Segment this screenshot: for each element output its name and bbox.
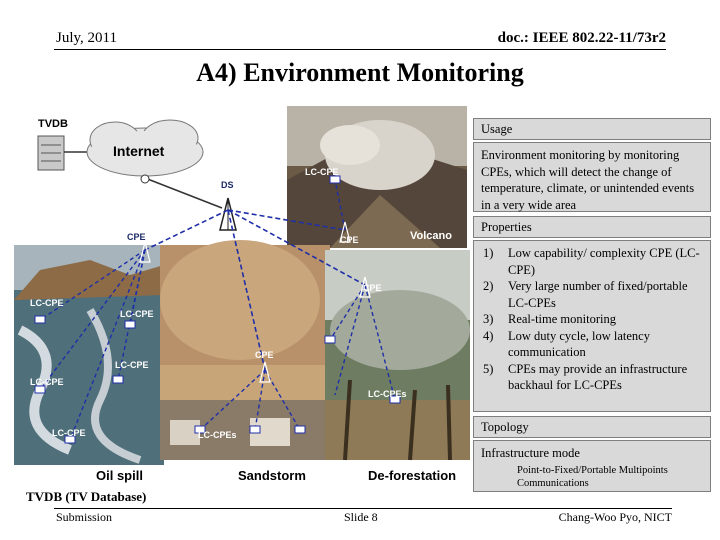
tvdb-legend: TVDB (TV Database) [26, 489, 147, 504]
topology-body [473, 440, 711, 492]
tvdb-label: TVDB [38, 118, 68, 130]
lc-cpe-label-forest: LC-CPEs [368, 389, 407, 399]
property-item: 3) Real-time monitoring [483, 312, 616, 326]
property-item: 2) Very large number of fixed/portable LC-CPEs [483, 279, 688, 310]
ds-label: DS [221, 180, 234, 190]
tvdb-server-icon [38, 136, 64, 170]
lc-cpe-label-oil: LC-CPE [30, 377, 64, 387]
header-date: July, 2011 [56, 30, 117, 46]
caption-deforestation: De-forestation [368, 468, 457, 483]
header-rule [54, 49, 666, 50]
cpe-label-left: CPE [127, 232, 146, 242]
cpe-label-volcano: CPE [340, 235, 359, 245]
lc-cpe-label-volcano: LC-CPE [305, 167, 339, 177]
lc-cpe-label-oil: LC-CPE [120, 309, 154, 319]
header-doc-id: doc.: IEEE 802.22-11/73r2 [497, 30, 666, 46]
lc-cpe-label-oil: LC-CPE [115, 360, 149, 370]
slide-title: A4) Environment Monitoring [196, 58, 524, 87]
cpe-label-storm: CPE [255, 350, 274, 360]
volcano-photo [287, 106, 467, 248]
properties-body [473, 240, 711, 412]
caption-sandstorm: Sandstorm [238, 468, 306, 483]
internet-ds-link [145, 178, 222, 208]
footer-left: Submission [56, 510, 113, 524]
lc-cpe-label-oil: LC-CPE [52, 428, 86, 438]
deforestation-photo [325, 250, 470, 460]
footer-author: Chang-Woo Pyo, NICT [558, 510, 672, 524]
lc-cpe-label-storm: LC-CPEs [198, 430, 237, 440]
volcano-label: Volcano [410, 230, 452, 242]
usage-body: Environment monitoring by monitoring CPEs, which will detect the change of temperature, climate, or unintended events in a very wide area [473, 142, 711, 212]
footer-rule [54, 508, 672, 509]
properties-heading: Properties [473, 216, 711, 238]
topology-heading: Topology [473, 416, 711, 438]
oil-spill-photo [14, 245, 164, 465]
property-item: 1) Low capability/ complexity CPE (LC-CPE) [483, 246, 700, 277]
router-icon [141, 175, 149, 183]
lc-cpe-label-oil: LC-CPE [30, 298, 64, 308]
topology-subtext: Point-to-Fixed/Portable Multipoints Communications [517, 464, 668, 489]
usage-heading: Usage [473, 118, 711, 140]
caption-oil-spill: Oil spill [96, 468, 143, 483]
property-item: 4) Low duty cycle, low latency communication [483, 328, 650, 359]
topology-text: Infrastructure mode [481, 446, 580, 460]
properties-list [481, 245, 703, 394]
network-diagram [0, 100, 475, 495]
ds-tower-icon [220, 198, 236, 230]
footer-slide-number: Slide 8 [344, 510, 378, 524]
internet-label: Internet [113, 143, 165, 159]
cpe-label-forest: CPE [363, 283, 382, 293]
property-item: 5) CPEs may provide an infrastructure backhaul for LC-CPEs [483, 361, 688, 392]
